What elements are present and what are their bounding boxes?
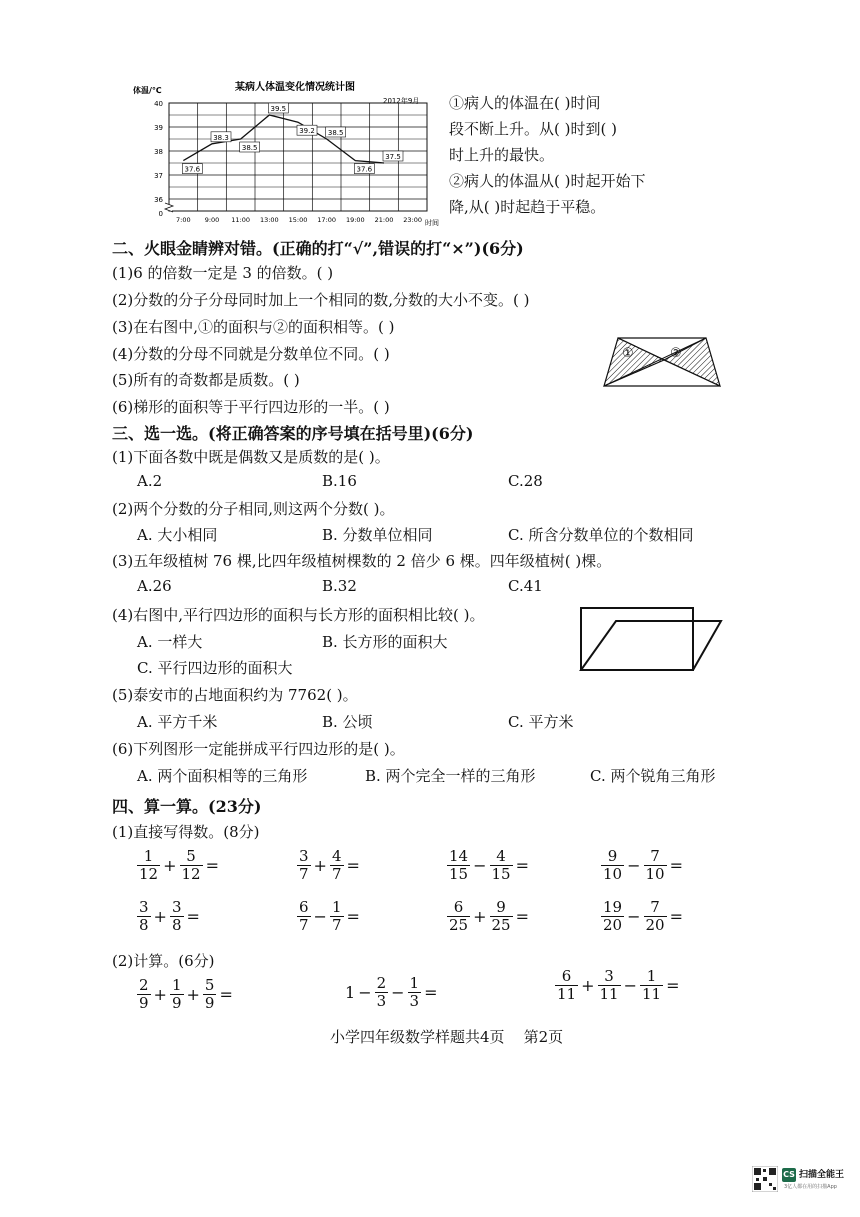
s3-q2-opt-c: C. 所含分数单位的个数相同	[508, 526, 694, 544]
s3-q1-opt-a: A.2	[137, 472, 163, 490]
expr-r1-1: $\frac{1}{12}$ + $\frac{5}{12}$ =	[139, 847, 219, 883]
expr-r2-1: $\frac{3}{8}$ + $\frac{3}{8}$ =	[139, 898, 200, 934]
expr-r2-3: $\frac{6}{25}$ + $\frac{9}{25}$ =	[449, 898, 529, 934]
s3-q1: (1)下面各数中既是偶数又是质数的是( )。	[112, 448, 390, 466]
s3-q6-opt-c: C. 两个锐角三角形	[590, 767, 716, 785]
expr-r1-2: $\frac{3}{7}$ + $\frac{4}{7}$ =	[299, 847, 360, 883]
x-tick-label: 17:00	[317, 216, 337, 224]
chart-q2-line1: ②病人的体温从( )时起开始下	[449, 172, 646, 190]
x-tick-label: 11:00	[231, 216, 251, 224]
s3-q3-opt-c: C.41	[508, 577, 543, 595]
s3-q6-opt-b: B. 两个完全一样的三角形	[365, 767, 536, 785]
fraction: $\frac{1}{9}$	[171, 976, 182, 1012]
x-tick-label: 7:00	[176, 216, 191, 224]
x-tick-label: 15:00	[288, 216, 308, 224]
s3-q1-opt-b: B.16	[322, 472, 357, 490]
rectangle-parallelogram-figure	[578, 605, 726, 673]
y-tick-label: 40	[154, 100, 163, 108]
section2-title: 二、火眼金睛辨对错。(正确的打“√”,错误的打“×”)(6分)	[112, 239, 524, 258]
s3-q3: (3)五年级植树 76 棵,比四年级植树棵数的 2 倍少 6 棵。四年级植树( )棵。	[112, 552, 612, 570]
s4-sub1: (1)直接写得数。(8分)	[112, 823, 260, 841]
fraction: $\frac{6}{11}$	[557, 967, 577, 1003]
y-axis-ticks	[154, 100, 163, 218]
fraction: $\frac{2}{9}$	[139, 976, 149, 1012]
s3-q4: (4)右图中,平行四边形的面积与长方形的面积相比较( )。	[112, 606, 485, 624]
temperature-line-chart	[125, 76, 445, 228]
s2-item-6: (6)梯形的面积等于平行四边形的一半。( )	[112, 398, 390, 416]
y-tick-label: 37	[154, 172, 163, 180]
chart-q1-line2: 段不断上升。从( )时到( )	[449, 120, 617, 138]
scanner-slogan: 3亿人都在用的扫描App	[784, 1184, 837, 1190]
data-label: 38.3	[213, 133, 229, 142]
chart-title: 某病人体温变化情况统计图	[235, 82, 355, 93]
fraction: $\frac{9}{25}$	[491, 898, 511, 934]
y-tick-label: 36	[154, 196, 163, 204]
scanner-name: 扫描全能王	[799, 1170, 845, 1180]
chart-date: 2012年9月	[383, 97, 420, 105]
section3-title: 三、选一选。(将正确答案的序号填在括号里)(6分)	[112, 424, 474, 443]
camscanner-logo: CS	[782, 1168, 796, 1182]
fraction: $\frac{7}{10}$	[645, 847, 665, 883]
s3-q6-opt-a: A. 两个面积相等的三角形	[137, 767, 308, 785]
s2-item-3: (3)在右图中,①的面积与②的面积相等。( )	[112, 318, 395, 336]
data-label: 37.5	[385, 153, 401, 161]
fraction: $\frac{3}{7}$	[299, 847, 309, 883]
fraction: $\frac{5}{9}$	[204, 976, 215, 1012]
s3-q4-opt-b: B. 长方形的面积大	[322, 633, 448, 651]
fig-label-2: ②	[670, 346, 682, 361]
chart-ylabel: 体温/℃	[133, 86, 162, 95]
fraction: $\frac{4}{15}$	[491, 847, 511, 883]
page-footer: 小学四年级数学样题共4页 第2页	[330, 1028, 564, 1046]
s2-item-5: (5)所有的奇数都是质数。( )	[112, 371, 300, 389]
chart-q1-line1: ①病人的体温在( )时间	[449, 94, 601, 112]
s3-q2: (2)两个分数的分子相同,则这两个分数( )。	[112, 500, 395, 518]
fraction: $\frac{3}{11}$	[599, 967, 619, 1003]
expr-r2-2: $\frac{6}{7}$ − $\frac{1}{7}$ =	[299, 898, 360, 934]
data-label: 39.2	[299, 127, 315, 136]
x-tick-label: 23:00	[403, 216, 423, 224]
fraction: $\frac{19}{20}$	[603, 898, 623, 934]
triangles-figure	[600, 330, 725, 390]
x-tick-label: 9:00	[204, 216, 220, 224]
y-tick-label: 39	[154, 124, 163, 132]
s2-item-2: (2)分数的分子分母同时加上一个相同的数,分数的大小不变。( )	[112, 291, 530, 309]
fraction: $\frac{14}{15}$	[449, 847, 469, 883]
expr-r2-4: $\frac{19}{20}$ − $\frac{7}{20}$ =	[603, 898, 683, 934]
s3-q6: (6)下列图形一定能拼成平行四边形的是( )。	[112, 740, 405, 758]
fraction: $\frac{7}{20}$	[645, 898, 665, 934]
fraction: $\frac{6}{25}$	[449, 898, 469, 934]
expr-r1-3: $\frac{14}{15}$ − $\frac{4}{15}$ =	[449, 847, 529, 883]
s4-sub2: (2)计算。(6分)	[112, 952, 215, 970]
expr-r1-4: $\frac{9}{10}$ − $\frac{7}{10}$ =	[603, 847, 683, 883]
s3-q1-opt-c: C.28	[508, 472, 543, 490]
fraction: $\frac{2}{3}$	[376, 974, 387, 1010]
s3-q4-opt-c: C. 平行四边形的面积大	[137, 659, 293, 677]
y-tick-label: 38	[154, 148, 163, 156]
s3-q5-opt-b: B. 公顷	[322, 713, 373, 731]
calc-3: $\frac{6}{11}$ + $\frac{3}{11}$ − $\frac{1}{11}$ =	[557, 967, 680, 1003]
calc-1: $\frac{2}{9}$ + $\frac{1}{9}$ + $\frac{5}{9}$ =	[139, 976, 233, 1012]
y-tick-label: 0	[158, 210, 163, 218]
s3-q3-opt-b: B.32	[322, 577, 357, 595]
s3-q2-opt-a: A. 大小相同	[137, 526, 218, 544]
fraction: $\frac{3}{8}$	[171, 898, 182, 934]
fraction: $\frac{4}{7}$	[331, 847, 342, 883]
data-label: 37.6	[184, 165, 201, 174]
fraction: $\frac{3}{8}$	[139, 898, 149, 934]
data-label: 38.5	[327, 129, 344, 137]
chart-q2-line2: 降,从( )时起趋于平稳。	[449, 198, 606, 216]
x-tick-label: 21:00	[374, 216, 394, 224]
x-tick-label: 19:00	[345, 216, 365, 224]
fraction: $\frac{9}{10}$	[603, 847, 623, 883]
fraction: $\frac{6}{7}$	[299, 898, 309, 934]
calc-2: 1 − $\frac{2}{3}$ − $\frac{1}{3}$ =	[345, 974, 438, 1010]
data-label: 38.5	[241, 144, 258, 152]
x-tick-label: 13:00	[259, 216, 279, 224]
s3-q5-opt-c: C. 平方米	[508, 713, 574, 731]
qr-code-icon	[752, 1166, 778, 1192]
chart-xlabel: 时间	[425, 219, 439, 227]
fraction: $\frac{5}{12}$	[181, 847, 201, 883]
fraction: $\frac{1}{7}$	[331, 898, 342, 934]
fraction: $\frac{1}{11}$	[642, 967, 662, 1003]
fraction: $\frac{1}{3}$	[409, 974, 420, 1010]
s3-q2-opt-b: B. 分数单位相同	[322, 526, 433, 544]
fraction: $\frac{1}{12}$	[139, 847, 159, 883]
s3-q4-opt-a: A. 一样大	[137, 633, 203, 651]
section4-title: 四、算一算。(23分)	[112, 797, 262, 816]
s3-q5-opt-a: A. 平方千米	[137, 713, 218, 731]
fig-label-1: ①	[622, 346, 634, 361]
data-label: 39.5	[270, 105, 287, 113]
s2-item-1: (1)6 的倍数一定是 3 的倍数。( )	[112, 264, 334, 282]
x-axis-ticks	[176, 216, 422, 224]
s3-q5: (5)泰安市的占地面积约为 7762( )。	[112, 686, 358, 704]
s3-q3-opt-a: A.26	[137, 577, 172, 595]
chart-q1-line3: 时上升的最快。	[449, 146, 555, 164]
s2-item-4: (4)分数的分母不同就是分数单位不同。( )	[112, 345, 390, 363]
data-label: 37.6	[356, 165, 373, 174]
